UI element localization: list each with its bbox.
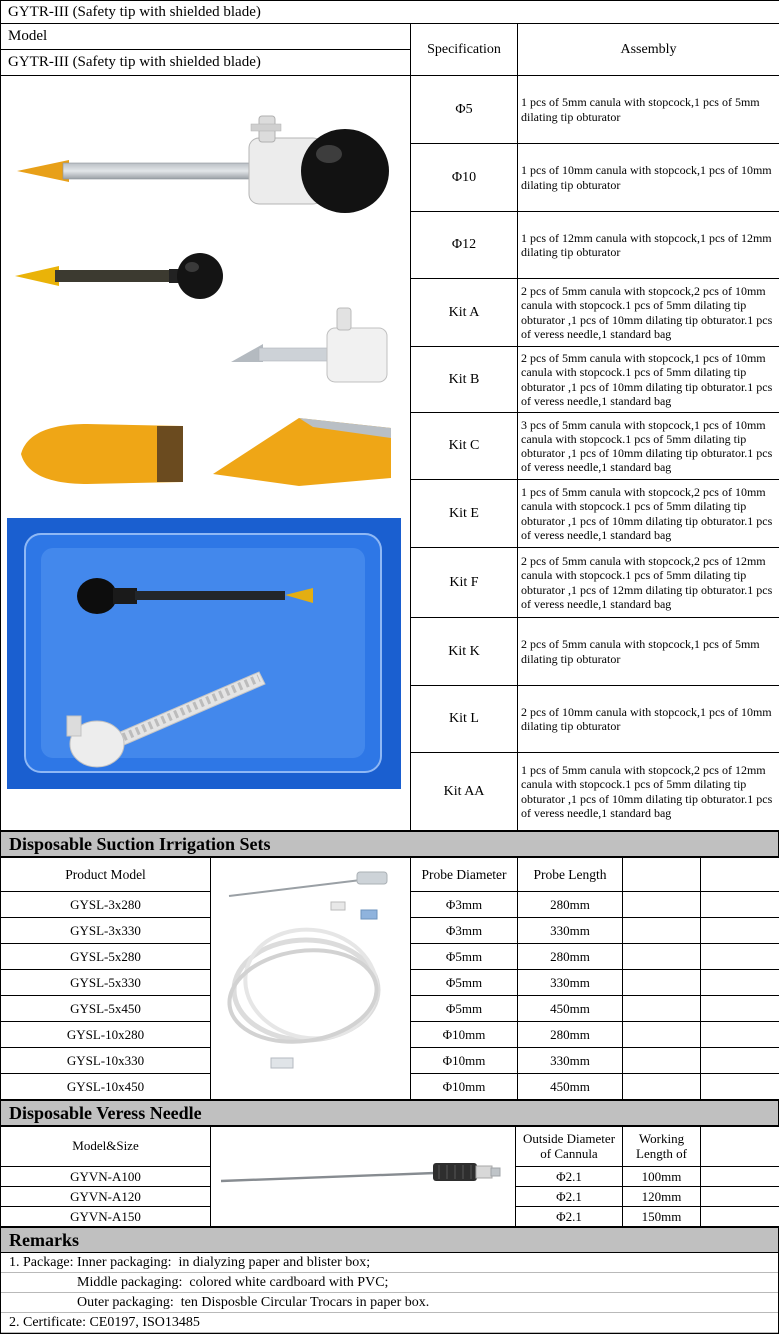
- assembly-cell: 1 pcs of 12mm canula with stopcock,1 pcs of 12mm dilating tip obturator: [518, 212, 779, 279]
- probe-diameter-cell: Φ5mm: [411, 996, 518, 1022]
- empty-cell: [701, 944, 779, 970]
- empty-cell: [623, 918, 701, 944]
- empty-cell: [701, 1074, 779, 1100]
- probe-length-cell: 330mm: [518, 1048, 623, 1074]
- probe-diameter-cell: Φ10mm: [411, 1022, 518, 1048]
- empty-cell: [701, 970, 779, 996]
- remarks-section: [0, 1253, 779, 1334]
- assembly-cell: 2 pcs of 5mm canula with stopcock,1 pcs of 5mm dilating tip obturator: [518, 618, 779, 686]
- product-model-cell: GYSL-5x450: [1, 996, 211, 1022]
- product-photos-cell: [1, 76, 411, 831]
- spec-cell: Kit L: [411, 686, 518, 753]
- empty-cell: [623, 1074, 701, 1100]
- irrigation-photo-cell: [211, 858, 411, 1100]
- empty-cell: [701, 996, 779, 1022]
- irrigation-set-photo: [211, 858, 409, 1098]
- needle-model-cell: GYVN-A120: [1, 1187, 211, 1207]
- needle-model-cell: GYVN-A150: [1, 1207, 211, 1227]
- obturator-photo: [15, 253, 223, 299]
- section-header-veress: Disposable Veress Needle: [0, 1100, 779, 1126]
- needle-diameter-cell: Φ2.1: [516, 1187, 623, 1207]
- tubing-coil: [223, 872, 387, 1068]
- product-model-cell: GYSL-10x330: [1, 1048, 211, 1074]
- spec-cell: Φ10: [411, 144, 518, 212]
- probe-length-cell: 280mm: [518, 944, 623, 970]
- remark-line: Outer packaging: ten Disposble Circular Trocars in paper box.: [1, 1293, 778, 1313]
- trocar-assembly-photo: [17, 116, 389, 213]
- empty-cell: [701, 892, 779, 918]
- suction-table: [0, 857, 779, 1100]
- probe-diameter-cell: Φ10mm: [411, 1074, 518, 1100]
- assembly-cell: 1 pcs of 5mm canula with stopcock,2 pcs of 12mm canula with stopcock.1 pcs of 5mm dilating tip obturator ,1 pcs of 10mm dilating tip obturator.1 pcs of veress needle,1 standard bag: [518, 753, 779, 831]
- assembly-cell: 2 pcs of 5mm canula with stopcock,1 pcs of 10mm canula with stopcock.1 pcs of 5mm dilating tip obturator ,1 pcs of 10mm dilating tip obturator.1 pcs of veress needle,1 standard bag: [518, 347, 779, 413]
- needle-length-cell: 120mm: [623, 1187, 701, 1207]
- probe-diameter-cell: Φ5mm: [411, 944, 518, 970]
- assembly-cell: 3 pcs of 5mm canula with stopcock,1 pcs of 10mm canula with stopcock.1 pcs of 5mm dilating tip obturator ,1 pcs of 10mm dilating tip obturator.1 pcs of veress needle,1 standard bag: [518, 413, 779, 480]
- empty-cell: [701, 1127, 779, 1167]
- empty-cell: [701, 1022, 779, 1048]
- probe-length-cell: 280mm: [518, 1022, 623, 1048]
- veress-needle-photo: [211, 1127, 514, 1225]
- needle-diameter-cell: Φ2.1: [516, 1207, 623, 1227]
- probe-diameter-cell: Φ3mm: [411, 892, 518, 918]
- column-header-assembly: Assembly: [518, 24, 779, 76]
- probe-length-cell: 450mm: [518, 996, 623, 1022]
- needle-diameter-cell: Φ2.1: [516, 1167, 623, 1187]
- column-header-probe-diameter: Probe Diameter: [411, 858, 518, 892]
- assembly-cell: 1 pcs of 5mm canula with stopcock,2 pcs of 10mm canula with stopcock.1 pcs of 5mm dilating tip obturator ,1 pcs of 10mm dilating tip obturator.1 pcs of veress needle,1 standard bag: [518, 480, 779, 548]
- needle-length-cell: 150mm: [623, 1207, 701, 1227]
- empty-cell: [701, 858, 779, 892]
- spec-cell: Kit E: [411, 480, 518, 548]
- assembly-cell: 1 pcs of 10mm canula with stopcock,1 pcs of 10mm dilating tip obturator: [518, 144, 779, 212]
- probe-diameter-cell: Φ5mm: [411, 970, 518, 996]
- column-header-outside-diameter: Outside Diameter of Cannula: [516, 1127, 623, 1167]
- empty-cell: [623, 858, 701, 892]
- probe-length-cell: 280mm: [518, 892, 623, 918]
- empty-cell: [623, 970, 701, 996]
- remark-line: 1. Package: Inner packaging: in dialyzing paper and blister box;: [1, 1253, 778, 1273]
- empty-cell: [701, 1048, 779, 1074]
- needle-length-cell: 100mm: [623, 1167, 701, 1187]
- empty-cell: [623, 996, 701, 1022]
- model-label: Model: [1, 24, 411, 50]
- assembly-cell: 2 pcs of 5mm canula with stopcock,2 pcs of 10mm canula with stopcock.1 pcs of 5mm dilating tip obturator ,1 pcs of 10mm dilating tip obturator.1 pcs of veress needle,1 standard bag: [518, 279, 779, 347]
- spec-cell: Kit B: [411, 347, 518, 413]
- probe-length-cell: 330mm: [518, 970, 623, 996]
- probe-length-cell: 450mm: [518, 1074, 623, 1100]
- spec-cell: Kit K: [411, 618, 518, 686]
- remark-line: Middle packaging: colored white cardboard with PVC;: [1, 1273, 778, 1293]
- column-header-model-size: Model&Size: [1, 1127, 211, 1167]
- veress-table: [0, 1126, 779, 1227]
- spec-cell: Kit F: [411, 548, 518, 618]
- empty-cell: [623, 1022, 701, 1048]
- needle-model-cell: GYVN-A100: [1, 1167, 211, 1187]
- probe-diameter-cell: Φ10mm: [411, 1048, 518, 1074]
- empty-cell: [701, 1167, 779, 1187]
- empty-cell: [701, 918, 779, 944]
- spec-cell: Kit AA: [411, 753, 518, 831]
- empty-cell: [623, 892, 701, 918]
- empty-cell: [701, 1187, 779, 1207]
- spec-cell: Φ5: [411, 76, 518, 144]
- product-model-cell: GYSL-10x280: [1, 1022, 211, 1048]
- trocar-product-photos: [1, 76, 407, 829]
- column-header-probe-length: Probe Length: [518, 858, 623, 892]
- spec-cell: Kit C: [411, 413, 518, 480]
- remark-line: 2. Certificate: CE0197, ISO13485: [1, 1313, 778, 1333]
- model-value: GYTR-III (Safety tip with shielded blade): [1, 50, 411, 76]
- empty-cell: [623, 1048, 701, 1074]
- column-header-product-model: Product Model: [1, 858, 211, 892]
- column-header-specification: Specification: [411, 24, 518, 76]
- product-model-cell: GYSL-3x330: [1, 918, 211, 944]
- empty-cell: [701, 1207, 779, 1227]
- spec-cell: Φ12: [411, 212, 518, 279]
- probe-length-cell: 330mm: [518, 918, 623, 944]
- product-model-cell: GYSL-5x280: [1, 944, 211, 970]
- product-model-cell: GYSL-3x280: [1, 892, 211, 918]
- assembly-cell: 1 pcs of 5mm canula with stopcock,1 pcs of 5mm dilating tip obturator: [518, 76, 779, 144]
- veress-photo-cell: [211, 1127, 516, 1227]
- section-header-suction: Disposable Suction Irrigation Sets: [0, 831, 779, 857]
- assembly-cell: 2 pcs of 5mm canula with stopcock,2 pcs of 12mm canula with stopcock.1 pcs of 5mm dilating tip obturator ,1 pcs of 12mm dilating tip obturator.1 pcs of veress needle,1 standard bag: [518, 548, 779, 618]
- empty-cell: [623, 944, 701, 970]
- product-model-cell: GYSL-10x450: [1, 1074, 211, 1100]
- tip-closeup-photo: [21, 418, 391, 486]
- veress-needle-drawing: [221, 1163, 500, 1181]
- blister-pack-photo: [7, 518, 401, 789]
- product-model-cell: GYSL-5x330: [1, 970, 211, 996]
- assembly-cell: 2 pcs of 10mm canula with stopcock,1 pcs of 10mm dilating tip obturator: [518, 686, 779, 753]
- gytr-section-title: GYTR-III (Safety tip with shielded blade): [1, 1, 779, 24]
- column-header-working-length: Working Length of: [623, 1127, 701, 1167]
- spec-cell: Kit A: [411, 279, 518, 347]
- cannula-photo: [231, 308, 387, 382]
- section-header-remarks: Remarks: [0, 1227, 779, 1253]
- probe-diameter-cell: Φ3mm: [411, 918, 518, 944]
